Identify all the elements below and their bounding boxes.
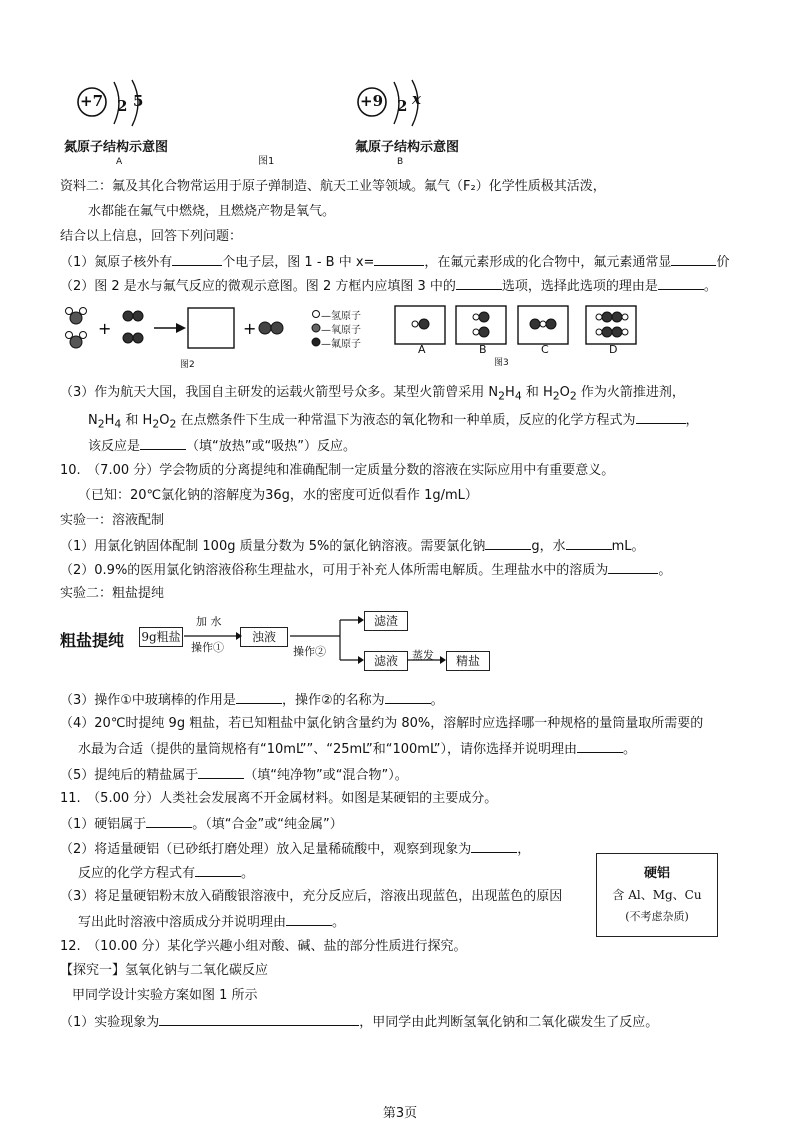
answer-blank[interactable] bbox=[658, 276, 704, 290]
answer-blank[interactable] bbox=[195, 863, 241, 877]
page-number: 第3页 bbox=[382, 1106, 418, 1121]
q10-part-5: （5）提纯后的精盐属于 （填“纯净物”或“混合物”）。 bbox=[60, 765, 408, 785]
q10-note: （已知：20℃氯化钠的溶解度为36g，水的密度可近似看作 1g/mL） bbox=[78, 488, 478, 503]
fluorine-shell-2: x bbox=[412, 90, 421, 108]
q11-part-2-line-2: 反应的化学方程式有 。 bbox=[78, 863, 254, 883]
intro-line: 结合以上信息，回答下列问题： bbox=[60, 229, 243, 244]
flow-op1-top: 加 水 bbox=[196, 615, 222, 628]
q10-experiment-1: 实验一：溶液配制 bbox=[60, 513, 165, 528]
answer-blank[interactable] bbox=[566, 536, 612, 550]
option-d-molecule-icon bbox=[596, 312, 628, 337]
q11-part-2-line-1: （2）将适量硬铝（已砂纸打磨处理）放入足量稀硫酸中，观察到现象为 ， bbox=[60, 839, 530, 859]
flow-arrows bbox=[180, 605, 450, 675]
q10-part-4-line-2: 水最为合适（提供的量筒规格有“10mL””、“25mL”和“100mL”），请你选择并说明理由 。 bbox=[78, 739, 636, 759]
answer-blank[interactable] bbox=[140, 436, 186, 450]
option-b-label: B bbox=[479, 343, 487, 356]
material-2-line-2: 水都能在氟气中燃烧，且燃烧产物是氧气。 bbox=[88, 204, 336, 219]
figure-2-caption: 图2 bbox=[180, 360, 195, 370]
answer-blank[interactable] bbox=[385, 690, 431, 704]
answer-blank[interactable] bbox=[608, 560, 658, 574]
hard-aluminum-box bbox=[596, 853, 718, 937]
fluorine-molecule-icon bbox=[123, 333, 143, 343]
q9-part-2: （2）图 2 是水与氟气反应的微观示意图。图 2 方框内应填图 3 中的 选项，选择此选项的理由是 。 bbox=[60, 276, 717, 296]
answer-blank[interactable] bbox=[456, 276, 502, 290]
q12-line: 甲同学设计实验方案如图 1 所示 bbox=[72, 988, 258, 1003]
flow-mid-box: 浊液 bbox=[240, 627, 288, 647]
water-molecule-icon bbox=[66, 332, 87, 349]
flow-bottom-box: 滤液 bbox=[364, 651, 408, 671]
fluorine-molecule-icon bbox=[123, 311, 143, 321]
answer-blank[interactable] bbox=[671, 252, 716, 266]
nitrogen-shell-1: 2 bbox=[117, 97, 128, 115]
answer-blank[interactable] bbox=[374, 252, 424, 266]
answer-blank[interactable] bbox=[485, 536, 531, 550]
flow-start-box: 9g粗盐 bbox=[139, 627, 183, 647]
q11-title: 11. （5.00 分）人类社会发展离不开金属材料。如图是某硬铝的主要成分。 bbox=[60, 791, 498, 806]
fluorine-letter: B bbox=[397, 157, 404, 167]
box-note: (不考虑杂质) bbox=[625, 910, 689, 923]
q11-part-1: （1）硬铝属于 。（填“合金”或“纯金属”） bbox=[60, 814, 343, 834]
q10-experiment-2: 实验二：粗盐提纯 bbox=[60, 586, 165, 601]
q12-inquiry-1: 【探究一】氢氧化钠与二氧化碳反应 bbox=[60, 963, 269, 978]
reaction-diagram bbox=[62, 302, 762, 374]
flow-op2: 操作② bbox=[293, 645, 326, 658]
answer-blank[interactable] bbox=[159, 1012, 359, 1026]
option-c-molecule-icon bbox=[530, 319, 556, 329]
flow-title: 粗盐提纯 bbox=[60, 631, 125, 650]
q10-part-1: （1）用氯化钠固体配制 100g 质量分数为 5%的氯化钠溶液。需要氯化钠 g，水 mL。 bbox=[60, 536, 645, 556]
q10-part-3: （3）操作①中玻璃棒的作用是 ，操作②的名称为 。 bbox=[60, 690, 444, 710]
nitrogen-nucleus: +7 bbox=[80, 92, 104, 110]
svg-text:+: + bbox=[98, 319, 112, 338]
answer-blank[interactable] bbox=[146, 814, 192, 828]
legend-fluorine: —氟原子 bbox=[321, 339, 361, 350]
option-b-molecule-icon bbox=[473, 312, 489, 337]
figure-3-caption: 图3 bbox=[494, 358, 509, 368]
legend-oxygen: —氧原子 bbox=[321, 325, 361, 336]
flow-end-box: 精盐 bbox=[446, 651, 490, 671]
nitrogen-label: 氮原子结构示意图 bbox=[64, 140, 169, 155]
oxygen-molecule-icon bbox=[259, 322, 283, 334]
answer-blank[interactable] bbox=[236, 690, 282, 704]
q10-part-2: （2）0.9%的医用氯化钠溶液俗称生理盐水，可用于补充人体所需电解质。生理盐水中的溶质为 。 bbox=[60, 560, 671, 580]
flow-evap: 蒸发 bbox=[412, 649, 434, 662]
fluorine-nucleus: +9 bbox=[360, 92, 384, 110]
option-c-label: C bbox=[541, 343, 549, 356]
fluorine-shell-1: 2 bbox=[397, 97, 408, 115]
material-2-line-1: 资料二：氟及其化合物常运用于原子弹制造、航天工业等领域。氟气（F₂）化学性质极其活泼， bbox=[60, 179, 606, 194]
q10-part-4-line-1: （4）20℃时提纯 9g 粗盐，若已知粗盐中氯化钠含量约为 80%，溶解时应选择哪一种规格的量筒量取所需要的 bbox=[60, 716, 704, 731]
q9-part-3-line-2: $N_2H_4$ 和 $H_2O_2$ 在点燃条件下生成一种常温下为液态的氧化物和一种单质，反应的化学方程式为 ， bbox=[88, 410, 699, 434]
q11-part-3-line-1: （3）将足量硬铝粉末放入硝酸银溶液中，充分反应后，溶液出现蓝色，出现蓝色的原因 bbox=[60, 889, 563, 904]
q12-part-1: （1）实验现象为 ，甲同学由此判断氢氧化钠和二氧化碳发生了反应。 bbox=[60, 1012, 658, 1032]
nitrogen-letter: A bbox=[116, 157, 123, 167]
figure-1-caption: 图1 bbox=[258, 156, 275, 167]
flow-op1-bottom: 操作① bbox=[191, 641, 224, 654]
q11-part-3-line-2: 写出此时溶液中溶质成分并说明理由 。 bbox=[78, 912, 345, 932]
fluorine-label: 氟原子结构示意图 bbox=[355, 140, 460, 155]
legend-hydrogen: —氢原子 bbox=[321, 311, 361, 322]
q9-part-3-line-1: （3）作为航天大国，我国自主研发的运载火箭型号众多。某型火箭曾采用 $N_2H_4$ 和 $H_2O_2$ 作为火箭推进剂， bbox=[60, 385, 685, 403]
q12-title: 12. （10.00 分）某化学兴趣小组对酸、碱、盐的部分性质进行探究。 bbox=[60, 939, 467, 954]
answer-blank[interactable] bbox=[198, 765, 244, 779]
q9-part-1: （1）氮原子核外有 个电子层，图 1 - B 中 x= ，在氟元素形成的化合物中，氟元素通常显 价 bbox=[60, 252, 729, 272]
answer-blank[interactable] bbox=[286, 912, 332, 926]
q9-part-3-line-3: 该反应是 （填“放热”或“吸热”）反应。 bbox=[88, 436, 356, 456]
answer-blank[interactable] bbox=[577, 739, 623, 753]
box-composition: 含 Al、Mg、Cu bbox=[612, 888, 702, 902]
answer-blank[interactable] bbox=[471, 839, 517, 853]
svg-text:+: + bbox=[243, 319, 257, 338]
answer-blank[interactable] bbox=[172, 252, 222, 266]
nitrogen-shell-2: 5 bbox=[133, 92, 144, 110]
q10-title: 10. （7.00 分）学会物质的分离提纯和准确配制一定质量分数的溶液在实际应用中有重要意义。 bbox=[60, 463, 615, 478]
option-d-label: D bbox=[609, 343, 618, 356]
flow-top-box: 滤渣 bbox=[364, 611, 408, 631]
water-molecule-icon bbox=[66, 308, 87, 325]
option-a-label: A bbox=[418, 343, 426, 356]
box-title: 硬铝 bbox=[643, 866, 670, 881]
option-a-molecule-icon bbox=[412, 319, 429, 329]
answer-blank[interactable] bbox=[636, 410, 686, 424]
